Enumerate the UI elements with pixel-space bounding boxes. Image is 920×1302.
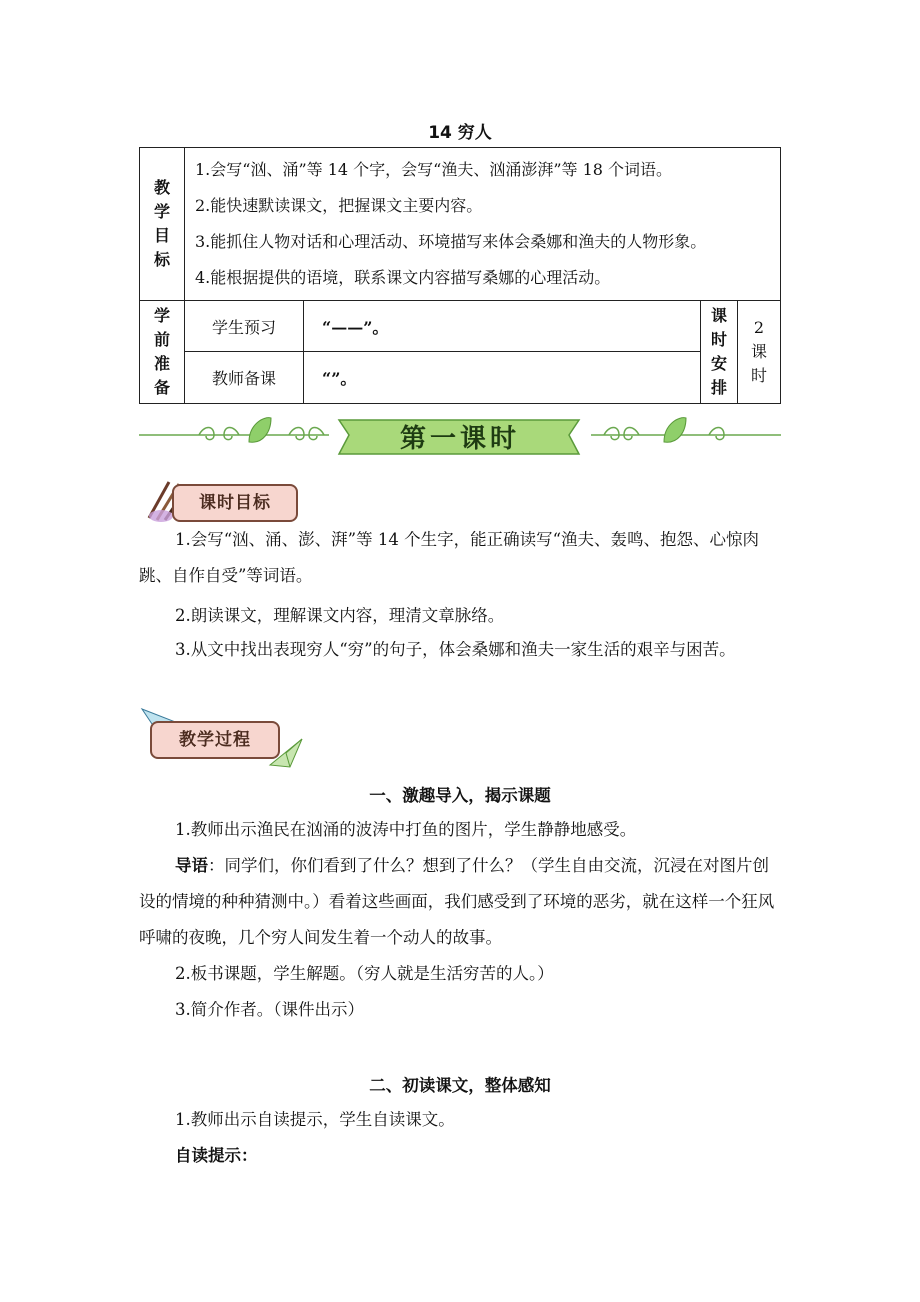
process-tag: 教学过程	[150, 721, 280, 759]
part2-heading: 二、初读课文，整体感知	[369, 1076, 551, 1095]
swirl-right-icon	[604, 428, 639, 440]
part1-step2: 2.板书课题，学生解题。（穷人就是生活穷苦的人。）	[175, 964, 554, 983]
paper-plane-small-icon	[268, 735, 304, 769]
teacher-prep-value: “”。	[304, 352, 701, 404]
teaching-goals	[185, 148, 781, 301]
leaf-right-icon	[664, 418, 686, 443]
lesson-title: 14 穷人	[428, 123, 492, 143]
student-prep-label: 学生预习	[185, 301, 304, 352]
objective-item: 2.朗读课文，理解课文内容，理清文章脉络。	[175, 606, 505, 625]
prep-label: 学 前 准 备	[140, 301, 185, 404]
guide-text: ：同学们，你们看到了什么？想到了什么？（学生自由交流，沉浸在对图片创设的情境的种种猜测中。）看着这些画面，我们感受到了环境的恶劣，就在这样一个狂风呼啸的夜晚，几个穷人间发生着一个动人的故事。	[139, 856, 775, 947]
goal-item: 3.能抓住人物对话和心理活动、环境描写来体会桑娜和渔夫的人物形象。	[195, 232, 707, 251]
schedule-label: 课 时 安 排	[701, 301, 738, 404]
swirl-mid-left-icon	[289, 428, 324, 440]
student-prep-value: “——”。	[304, 301, 701, 352]
part1-guide	[139, 848, 781, 956]
part2-step1: 1.教师出示自读提示，学生自读课文。	[175, 1110, 455, 1129]
banner-title: 第一课时	[399, 424, 520, 454]
objective-item: 3.从文中找出表现穷人“穷”的句子，体会桑娜和渔夫一家生活的艰辛与困苦。	[175, 640, 736, 659]
swirl-left-icon	[199, 428, 239, 440]
goal-item: 2.能快速默读课文，把握课文主要内容。	[195, 196, 483, 215]
objective-item: 1.会写“汹、涌、澎、湃”等 14 个生字，能正确读写“渔夫、轰鸣、抱怨、心惊肉跳、自作自受”等词语。	[139, 530, 760, 585]
goal-item: 1.会写“汹、涌”等 14 个字，会写“渔夫、汹涌澎湃”等 18 个词语。	[195, 160, 673, 179]
schedule-value: 2 课 时	[738, 301, 781, 404]
swirl-far-right-icon	[709, 428, 724, 440]
part1-step3: 3.简介作者。（课件出示）	[175, 1000, 364, 1019]
guide-label: 导语	[175, 856, 208, 875]
leaf-left-icon	[249, 418, 271, 443]
objectives-tag: 课时目标	[172, 484, 298, 522]
self-reading-tip-label: 自读提示：	[175, 1146, 258, 1165]
part1-heading: 一、激趣导入，揭示课题	[369, 786, 551, 805]
goals-label: 教 学 目 标	[140, 148, 185, 301]
goal-item: 4.能根据提供的语境，联系课文内容描写桑娜的心理活动。	[195, 268, 611, 287]
lesson-plan-table	[139, 147, 781, 404]
part1-step1: 1.教师出示渔民在汹涌的波涛中打鱼的图片，学生静静地感受。	[175, 820, 637, 839]
teacher-prep-label: 教师备课	[185, 352, 304, 404]
